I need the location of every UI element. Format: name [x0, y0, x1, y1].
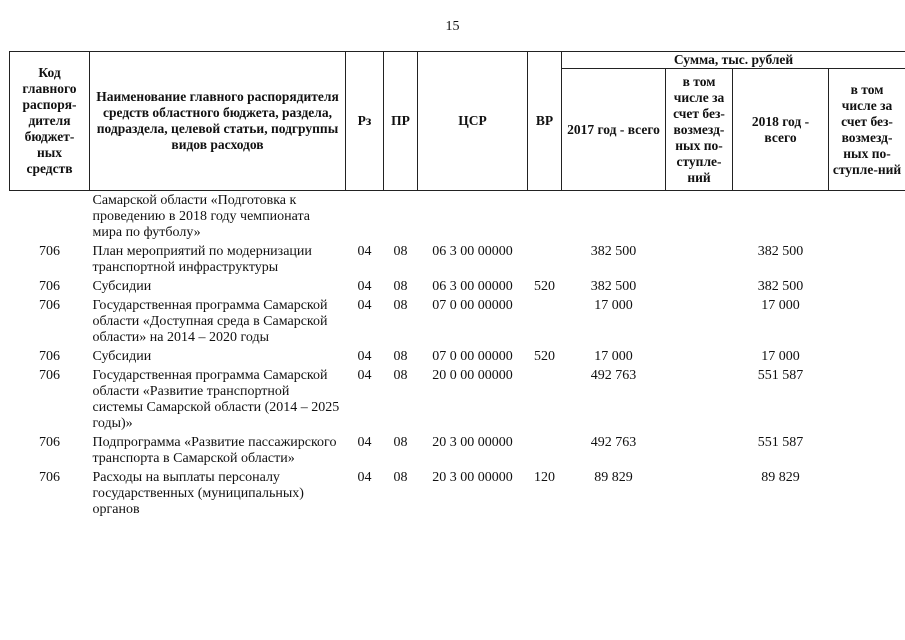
cell-pr: 08 [393, 368, 408, 383]
cell-total-2018: 551 587 [757, 368, 804, 383]
cell-total-2017: 382 500 [590, 244, 637, 259]
table-header [10, 52, 905, 191]
cell-code: 706 [39, 435, 60, 450]
header-code: Код главного распоря-дителя бюджет-ных средств [10, 52, 90, 191]
cell-total-2018: 17 000 [761, 349, 800, 364]
page-number: 15 [445, 19, 460, 34]
cell-incl-2017 [666, 191, 733, 243]
cell-incl-2018 [829, 296, 905, 347]
cell-pr: 08 [393, 298, 408, 313]
cell-rz: 04 [357, 244, 372, 259]
cell-name: Субсидии [92, 349, 152, 364]
header-name: Наименование главного распорядителя средств областного бюджета, раздела, подраздела, целевой статьи, подгруппы видов расходов [90, 52, 346, 191]
cell-total-2018 [733, 191, 829, 243]
cell-incl-2018 [829, 191, 905, 243]
cell-csr: 20 0 00 00000 [432, 368, 513, 383]
cell-total-2018: 89 829 [761, 470, 800, 485]
cell-vr: 520 [534, 349, 555, 364]
cell-incl-2018 [829, 347, 905, 366]
table-row [10, 296, 905, 347]
cell-rz: 04 [357, 349, 372, 364]
header-vr: ВР [528, 52, 562, 191]
cell-pr: 08 [393, 279, 408, 294]
cell-code [10, 191, 90, 243]
cell-code: 706 [39, 470, 60, 485]
cell-incl-2017 [666, 242, 733, 277]
cell-total-2017: 89 829 [594, 470, 633, 485]
cell-vr [528, 366, 562, 433]
cell-incl-2018 [829, 433, 905, 468]
cell-name: Государственная программа Самарской области «Доступная среда в Самарской области» на 2014 – 2020 годы [92, 298, 328, 345]
cell-csr: 20 3 00 00000 [432, 435, 513, 450]
cell-incl-2018 [829, 366, 905, 433]
header-sum-group: Сумма, тыс. рублей [562, 52, 905, 69]
header-rz: Рз [346, 52, 384, 191]
header-incl-2017: в том числе за счет без-возмезд-ных по-ступле-ний [666, 69, 733, 191]
cell-vr [528, 296, 562, 347]
cell-rz: 04 [357, 279, 372, 294]
cell-incl-2017 [666, 347, 733, 366]
cell-code: 706 [39, 368, 60, 383]
cell-csr: 06 3 00 00000 [432, 244, 513, 259]
cell-incl-2017 [666, 296, 733, 347]
header-pr: ПР [384, 52, 418, 191]
table-row [10, 433, 905, 468]
cell-incl-2018 [829, 277, 905, 296]
cell-name: Самарской области «Подготовка к проведению в 2018 году чемпионата мира по футболу» [92, 193, 310, 240]
header-total-2018: 2018 год - всего [733, 69, 829, 191]
table-body [10, 191, 905, 520]
cell-pr: 08 [393, 470, 408, 485]
cell-name: Государственная программа Самарской области «Развитие транспортной системы Самарской области (2014 – 2025 годы)» [92, 368, 340, 431]
cell-rz: 04 [357, 368, 372, 383]
cell-rz: 04 [357, 435, 372, 450]
cell-total-2018: 382 500 [757, 279, 804, 294]
cell-pr [384, 191, 418, 243]
cell-rz: 04 [357, 470, 372, 485]
cell-pr: 08 [393, 349, 408, 364]
cell-total-2017: 17 000 [594, 349, 633, 364]
header-csr: ЦСР [418, 52, 528, 191]
cell-csr: 07 0 00 00000 [432, 349, 513, 364]
cell-incl-2017 [666, 366, 733, 433]
cell-code: 706 [39, 279, 60, 294]
cell-vr: 120 [534, 470, 555, 485]
cell-incl-2017 [666, 433, 733, 468]
cell-name: Подпрограмма «Развитие пассажирского транспорта в Самарской области» [92, 435, 337, 466]
header-incl-2018: в том числе за счет без-возмезд-ных по-ступле-ний [829, 69, 905, 191]
cell-vr [528, 242, 562, 277]
cell-total-2017: 492 763 [590, 435, 637, 450]
table-row [10, 277, 905, 296]
table-row [10, 191, 905, 243]
cell-rz [346, 191, 384, 243]
cell-vr [528, 191, 562, 243]
cell-code: 706 [39, 349, 60, 364]
cell-incl-2018 [829, 242, 905, 277]
cell-code: 706 [39, 244, 60, 259]
cell-total-2018: 551 587 [757, 435, 804, 450]
cell-name: План мероприятий по модернизации транспортной инфраструктуры [92, 244, 312, 275]
cell-pr: 08 [393, 244, 408, 259]
cell-name: Расходы на выплаты персоналу государственных (муниципальных) органов [92, 470, 304, 517]
cell-pr: 08 [393, 435, 408, 450]
cell-incl-2017 [666, 277, 733, 296]
cell-vr: 520 [534, 279, 555, 294]
table-row [10, 468, 905, 519]
cell-csr: 07 0 00 00000 [432, 298, 513, 313]
cell-csr: 20 3 00 00000 [432, 470, 513, 485]
cell-name: Субсидии [92, 279, 152, 294]
cell-incl-2017 [666, 468, 733, 519]
cell-incl-2018 [829, 468, 905, 519]
table-row [10, 366, 905, 433]
cell-csr [418, 191, 528, 243]
cell-total-2017 [562, 191, 666, 243]
cell-vr [528, 433, 562, 468]
cell-total-2018: 382 500 [757, 244, 804, 259]
table-row [10, 347, 905, 366]
cell-csr: 06 3 00 00000 [432, 279, 513, 294]
budget-table [9, 51, 905, 519]
cell-rz: 04 [357, 298, 372, 313]
table-row [10, 242, 905, 277]
cell-code: 706 [39, 298, 60, 313]
cell-total-2017: 382 500 [590, 279, 637, 294]
cell-total-2018: 17 000 [761, 298, 800, 313]
cell-total-2017: 492 763 [590, 368, 637, 383]
header-total-2017: 2017 год - всего [562, 69, 666, 191]
cell-total-2017: 17 000 [594, 298, 633, 313]
